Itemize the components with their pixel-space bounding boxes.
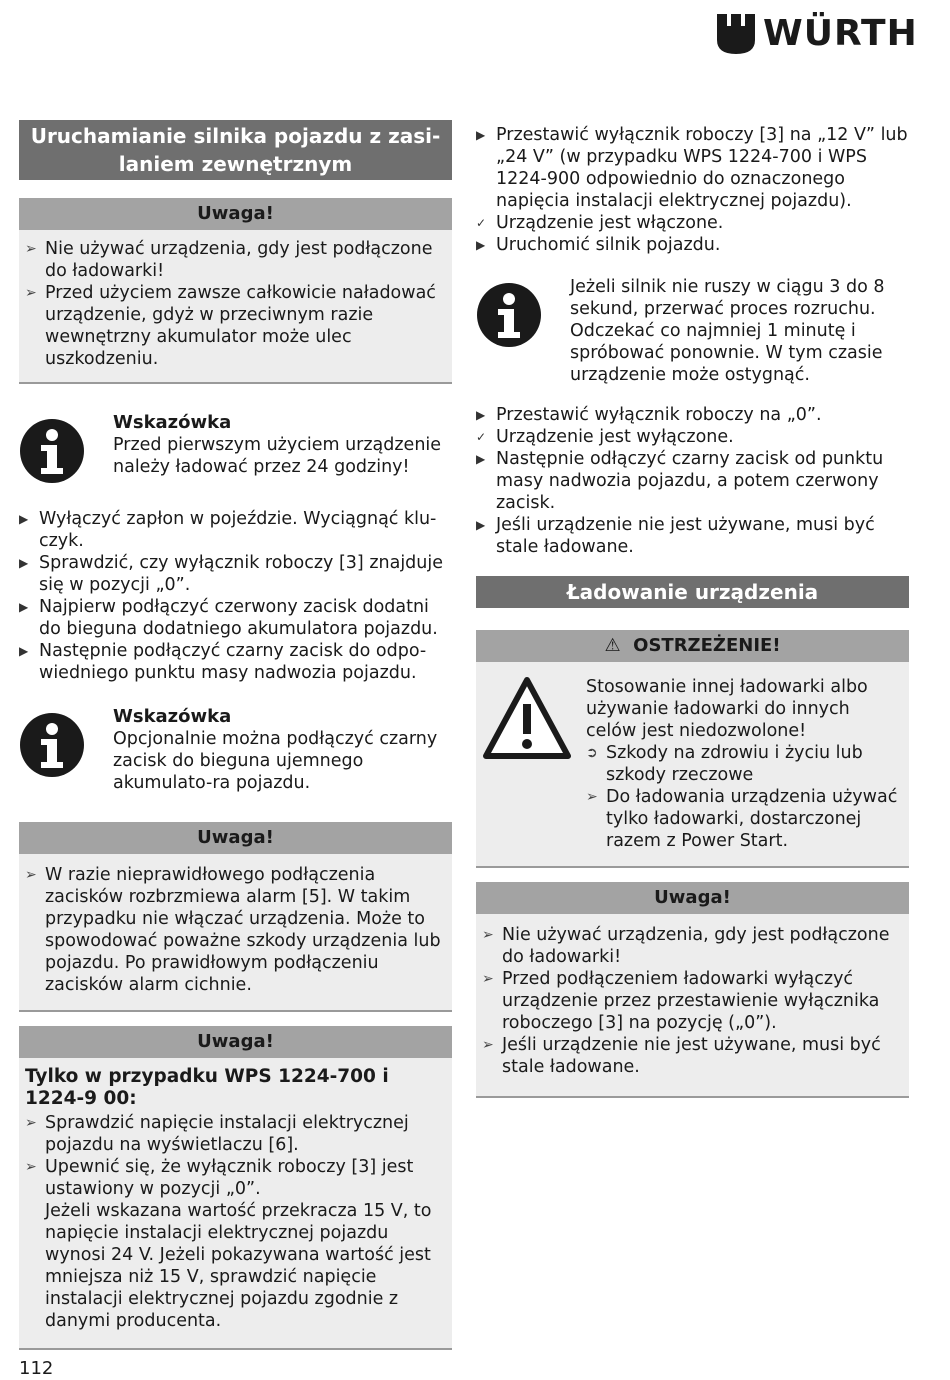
chevron-right-icon: ➢	[482, 971, 494, 987]
list-item: ▶ Najpierw podłączyć czerwony zacisk dodatni do bieguna dodatniego akumulatora pojazdu.	[19, 597, 438, 639]
page-number: 112	[19, 1358, 54, 1379]
wurth-logo-icon	[717, 14, 755, 54]
list-item: ▶ Wyłączyć zapłon w pojeździe. Wyciągnąć klu-czyk.	[19, 509, 437, 551]
caution-box-3	[19, 1026, 452, 1350]
list-item: ➢ W razie nieprawidłowego podłączenia zacisków rozbrzmiewa alarm [5]. W takim przypadku nie włączać urządzenia. Może to spowodować poważne szkody urządzenia lub pojazdu. Po prawidłowym podłączeniu zacisków alarm cichnie.	[25, 865, 441, 995]
section-title-charging: Ładowanie urządzenia	[476, 576, 909, 608]
info-icon	[19, 418, 85, 484]
steps-list	[476, 124, 909, 256]
list-item: ➢ Nie używać urządzenia, gdy jest podłączone do ładowarki!	[482, 925, 890, 967]
play-arrow-icon: ▶	[19, 644, 29, 658]
list-item: ➢ Przed użyciem zawsze całkowicie naładować urządzenie, gdyż w przeciwnym razie wewnętrzny akumulator może ulec uszkodzeniu.	[25, 283, 436, 369]
section-title-jump-start: Uruchamianie silnika pojazdu z zasi- laniem zewnętrznym	[19, 120, 452, 180]
caution-box-1	[19, 198, 452, 384]
list-item: ▶ Sprawdzić, czy wyłącznik roboczy [3] znajduje się w pozycji „0”.	[19, 553, 444, 595]
list-item: ▶ Przestawić wyłącznik roboczy na „0”.	[476, 405, 822, 425]
wurth-logo	[717, 12, 918, 56]
arrow-right-icon: ➲	[586, 745, 598, 761]
warning-triangle-icon	[482, 676, 572, 760]
play-arrow-icon: ▶	[19, 512, 29, 526]
caution-box	[476, 882, 909, 1098]
caution-head: Uwaga!	[19, 822, 452, 854]
list-item: ➢ Upewnić się, że wyłącznik roboczy [3] jest ustawiony w pozycji „0”. Jeżeli wskazana wartość przekracza 15 V, to napięcie instalacji elektrycznej pojazdu wynosi 24 V. Jeżeli pokazywana wartość jest mniejsza niż 15 V, sprawdzić napięcie instalacji elektrycznej pojazdu zgodnie z danymi producenta.	[25, 1157, 432, 1331]
chevron-right-icon: ➢	[586, 789, 598, 805]
list-item: ▶ Następnie odłączyć czarny zacisk od punktu masy nadwozia pojazdu, a potem czerwony zacisk.	[476, 449, 884, 513]
warning-head: ⚠ OSTRZEŻENIE!	[476, 630, 909, 662]
left-column	[19, 120, 452, 1350]
wurth-logo-text: WÜRTH	[763, 13, 918, 54]
list-item: ➢ Sprawdzić napięcie instalacji elektrycznej pojazdu na wyświetlaczu [6].	[25, 1113, 409, 1155]
measure-item: ➢ Do ładowania urządzenia używać tylko ładowarki, dostarczonej razem z Power Start.	[586, 787, 898, 851]
list-item: ➢ Przed podłączeniem ładowarki wyłączyć urządzenie przez przestawienie wyłącznika roboczego [3] na pozycję („0”).	[482, 969, 880, 1033]
note-text: Jeżeli silnik nie ruszy w ciągu 3 do 8 sekund, przerwać proces rozruchu. Odczekać co najmniej 1 minutę i spróbować ponownie. W tym czasie urządzenie może ostygnąć.	[570, 277, 885, 385]
info-icon	[19, 712, 85, 778]
list-item: ✓ Urządzenie jest włączone.	[476, 213, 724, 233]
steps-list	[476, 404, 909, 558]
chevron-right-icon: ➢	[25, 1159, 37, 1175]
chevron-right-icon: ➢	[482, 1037, 494, 1053]
list-item: ➢ Nie używać urządzenia, gdy jest podłączone do ładowarki!	[25, 239, 433, 281]
play-arrow-icon: ▶	[19, 556, 29, 570]
list-item: ▶ Przestawić wyłącznik roboczy [3] na „12 V” lub „24 V” (w przypadku WPS 1224-700 i WPS 1224-900 odpowiednio do oznaczonego napięcia instalacji elektrycznej pojazdu).	[476, 125, 908, 211]
list-item: ▶ Następnie podłączyć czarny zacisk do odpo-wiedniego punktu masy nadwozia pojazdu.	[19, 641, 427, 683]
info-icon	[476, 282, 542, 348]
right-column	[476, 124, 909, 1098]
chevron-right-icon: ➢	[482, 927, 494, 943]
caution-head: Uwaga!	[476, 882, 909, 914]
warning-text: Stosowanie innej ładowarki albo używanie ładowarki do innych celów jest niedozwolone!	[586, 677, 868, 741]
note-box	[476, 276, 909, 386]
caution-head: Uwaga!	[19, 198, 452, 230]
list-item: ➢ Jeśli urządzenie nie jest używane, musi być stale ładowane.	[482, 1035, 881, 1077]
caution-box-2	[19, 822, 452, 1012]
warning-box	[476, 630, 909, 868]
note-heading: Wskazówka	[113, 706, 232, 727]
play-arrow-icon: ▶	[19, 600, 29, 614]
list-item: ▶ Uruchomić silnik pojazdu.	[476, 235, 721, 255]
note-box-1	[19, 412, 452, 490]
warning-triangle-icon: ⚠	[604, 635, 621, 656]
steps-list	[19, 508, 452, 684]
note-text: Przed pierwszym użyciem urządzenie należy ładować przez 24 godziny!	[113, 435, 442, 477]
note-heading: Wskazówka	[113, 412, 232, 433]
model-subheading: Tylko w przypadku WPS 1224-700 i 1224-9 00:	[25, 1066, 389, 1109]
list-item: ✓ Urządzenie jest wyłączone.	[476, 427, 734, 447]
chevron-right-icon: ➢	[25, 1115, 37, 1131]
consequence-item: ➲ Szkody na zdrowiu i życiu lub szkody rzeczowe	[586, 743, 863, 785]
note-box-2	[19, 706, 452, 794]
chevron-right-icon: ➢	[25, 285, 37, 301]
note-text: Opcjonalnie można podłączyć czarny zacisk do bieguna ujemnego akumulato-ra pojazdu.	[113, 729, 438, 793]
list-item: ▶ Jeśli urządzenie nie jest używane, musi być stale ładowane.	[476, 515, 875, 557]
caution-head: Uwaga!	[19, 1026, 452, 1058]
chevron-right-icon: ➢	[25, 241, 37, 257]
chevron-right-icon: ➢	[25, 867, 37, 883]
